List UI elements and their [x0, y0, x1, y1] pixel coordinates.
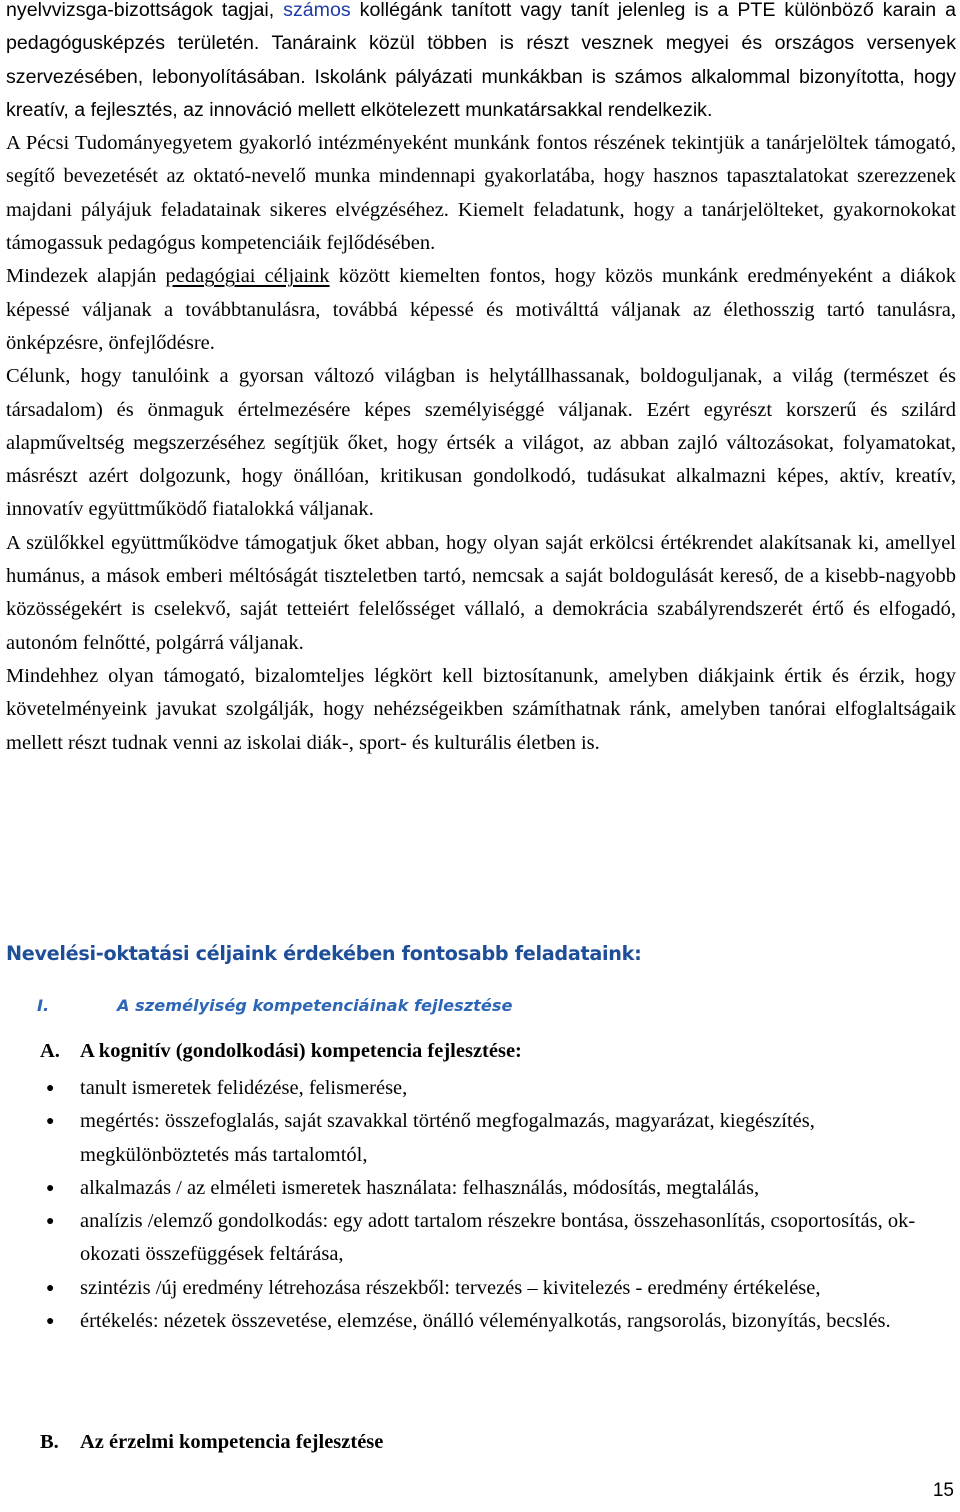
list-item-text: analízis /elemző gondolkodás: egy adott tartalom részekre bontása, összehasonlítás, csoportosítás, ok-okozati összefüggések feltárása,: [80, 1210, 916, 1266]
list-item: [6, 1205, 956, 1272]
bullet-icon: ●: [46, 1081, 55, 1096]
list-item: [6, 1305, 956, 1338]
paragraph-5: A szülőkkel együttműködve támogatjuk őket abban, hogy olyan saját erkölcsi értékrendet alakítsanak ki, amellyel humánus, a mások emberi méltóságát tiszteletben tartó, nemcsak a saját boldogulását kereső, de a kisebb-nagyobb közösségekért is cselekvő, saját tetteiért felelősséget vállaló, a demokrácia szabályrendszerét értő és elfogadó, autonóm felnőtté, polgárrá váljanak.: [6, 531, 956, 654]
paragraph-1-rest: kollégánk tanított vagy tanít jelenleg is a PTE különböző karain a pedagógusképzés területén. Tanáraink közül többen is részt vesznek megyei és országos versenyek szervezésében, lebonyolításában. Iskolánk pályázati munkákban is számos alkalommal bizonyította, hogy kreatív, a fejlesztés, az innováció mellett elkötelezett munkatársakkal rendelkezik.: [6, 0, 956, 121]
section-b-letter: B.: [40, 1431, 59, 1453]
bullet-icon: ●: [46, 1180, 55, 1196]
list-item-text: értékelés: nézetek összevetése, elemzése, önálló véleményalkotás, rangsorolás, bizonyítás, becslés.: [80, 1310, 891, 1333]
paragraph-3-start: Mindezek alapján: [6, 265, 166, 288]
section-a-heading: [40, 1040, 522, 1063]
paragraph-6: Mindehhez olyan támogató, bizalomteljes légkört kell biztosítanunk, amelyben diákjaink értik és érzik, hogy követelményeink javukat szolgálják, hogy nehézségeikben számíthatnak ránk, amelyben tanórai elfoglaltságaik mellett részt tudnak venni az iskolai diák-, sport- és kulturális életben is.: [6, 664, 956, 754]
section-a-letter: A.: [40, 1040, 60, 1062]
bullet-icon: ●: [46, 1214, 55, 1230]
list-item-text: szintézis /új eredmény létrehozása részekből: tervezés – kivitelezés - eredmény értékelése,: [80, 1276, 821, 1299]
subheading-title: A személyiség kompetenciáinak fejlesztése: [117, 996, 513, 1015]
pedagogical-goals-underlined: pedagógiai céljaink: [165, 265, 330, 288]
list-item-text: alkalmazás / az elméleti ismeretek használata: felhasználás, módosítás, megtalálás,: [80, 1176, 760, 1199]
bullet-icon: ●: [46, 1280, 55, 1296]
paragraph-1-highlight: számos: [283, 0, 351, 21]
main-heading: Nevelési-oktatási céljaink érdekében fontosabb feladataink:: [6, 942, 642, 965]
list-item: [6, 1272, 956, 1305]
page-number: 15: [932, 1480, 954, 1501]
paragraph-1-start: nyelvvizsga-bizottságok tagjai,: [6, 0, 284, 21]
list-item-text: tanult ismeretek felidézése, felismerése,: [80, 1077, 408, 1099]
list-item: [6, 1072, 956, 1105]
document-page: [6, 0, 956, 1453]
list-item: [6, 1105, 956, 1172]
cognitive-skills-list: [6, 1072, 956, 1338]
list-item: [6, 1172, 956, 1205]
paragraph-3-rest: között kiemelten fontos, hogy közös munkánk eredményeként a diákok képessé váljanak a továbbtanulásra, továbbá képessé és motiválttá váljanak az élethosszig tartó tanulásra, önképzésre, önfejlődésre.: [6, 265, 956, 354]
subheading: [37, 996, 512, 1015]
subheading-number: I.: [37, 996, 50, 1015]
list-item-text: megértés: összefoglalás, saját szavakkal történő megfogalmazás, magyarázat, kiegészítés, megkülönböztetés más tartalomtól,: [80, 1110, 815, 1166]
section-b-title: Az érzelmi kompetencia fejlesztése: [80, 1431, 384, 1453]
paragraph-3: [6, 260, 956, 360]
paragraph-1: [6, 0, 956, 127]
bullet-icon: ●: [46, 1114, 55, 1130]
section-b-heading: [40, 1431, 383, 1454]
section-a-title: A kognitív (gondolkodási) kompetencia fejlesztése:: [80, 1040, 522, 1062]
paragraph-4: Célunk, hogy tanulóink a gyorsan változó világban is helytállhassanak, boldoguljanak, a világ (természet és társadalom) és önmaguk értelmezésére képes személyiséggé váljanak. Ezért egyrészt korszerű és szilárd alapműveltség megszerzéséhez segítjük őket, hogy értsék a világot, az abban zajló változásokat, folyamatokat, másrészt azért dolgozunk, hogy önállóan, kritikusan gondolkodó, tudásukat alkalmazni képes, aktív, kreatív, innovatív együttműködő fiatalokká váljanak.: [6, 365, 956, 521]
bullet-icon: ●: [46, 1314, 55, 1330]
paragraph-2: A Pécsi Tudományegyetem gyakorló intézményeként munkánk fontos részének tekintjük a tanárjelöltek támogató, segítő bevezetését az oktató-nevelő munka mindennapi gyakorlatába, hogy hasznos tapasztalatokat szerezzenek majdani pályájuk feladatainak sikeres elvégzéséhez. Kiemelt feladatunk, hogy a tanárjelölteket, gyakornokokat támogassuk pedagógus kompetenciáik fejlődésében.: [6, 132, 956, 255]
